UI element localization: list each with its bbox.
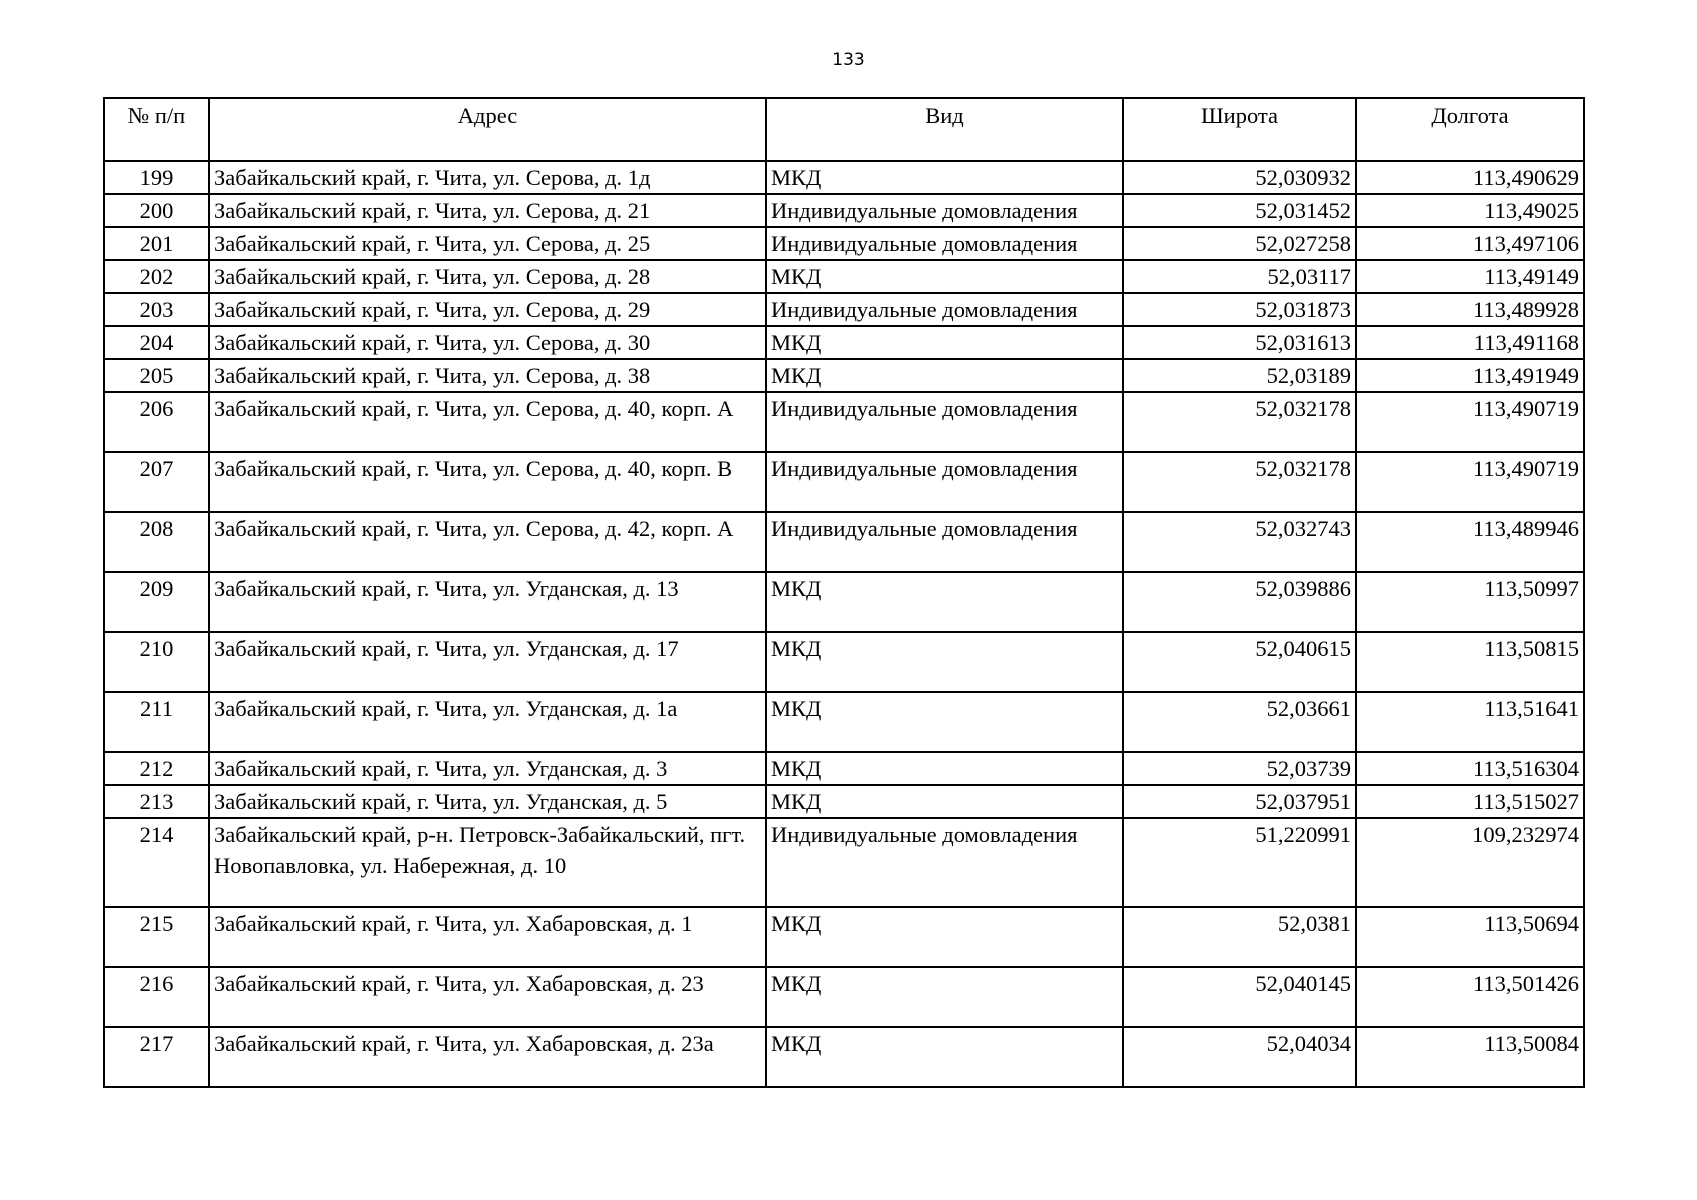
- row-number: 206: [104, 392, 209, 452]
- row-number: 215: [104, 907, 209, 967]
- row-longitude: 113,515027: [1356, 785, 1584, 818]
- row-number: 213: [104, 785, 209, 818]
- row-number: 201: [104, 227, 209, 260]
- row-type: Индивидуальные домовладения: [766, 194, 1123, 227]
- row-number: 214: [104, 818, 209, 907]
- row-number: 205: [104, 359, 209, 392]
- row-address: Забайкальский край, г. Чита, ул. Серова, д. 40, корп. А: [209, 392, 766, 452]
- row-number: 212: [104, 752, 209, 785]
- row-number: 209: [104, 572, 209, 632]
- row-address: Забайкальский край, г. Чита, ул. Хабаровская, д. 1: [209, 907, 766, 967]
- row-type: Индивидуальные домовладения: [766, 392, 1123, 452]
- row-address: Забайкальский край, г. Чита, ул. Угданская, д. 1а: [209, 692, 766, 752]
- row-longitude: 109,232974: [1356, 818, 1584, 907]
- table-row: [104, 293, 1584, 326]
- row-type: МКД: [766, 161, 1123, 194]
- header-address: Адрес: [209, 98, 766, 161]
- row-type: МКД: [766, 752, 1123, 785]
- row-latitude: 52,031613: [1123, 326, 1356, 359]
- row-type: Индивидуальные домовладения: [766, 452, 1123, 512]
- row-address: Забайкальский край, г. Чита, ул. Серова, д. 38: [209, 359, 766, 392]
- table-row: [104, 227, 1584, 260]
- row-latitude: 52,040615: [1123, 632, 1356, 692]
- row-type: МКД: [766, 359, 1123, 392]
- row-address: Забайкальский край, г. Чита, ул. Угданская, д. 3: [209, 752, 766, 785]
- table-row: [104, 572, 1584, 632]
- row-longitude: 113,489928: [1356, 293, 1584, 326]
- row-longitude: 113,50997: [1356, 572, 1584, 632]
- row-latitude: 52,03661: [1123, 692, 1356, 752]
- row-number: 204: [104, 326, 209, 359]
- row-longitude: 113,50084: [1356, 1027, 1584, 1087]
- row-address: Забайкальский край, р-н. Петровск-Забайкальский, пгт. Новопавловка, ул. Набережная, д. 10: [209, 818, 766, 907]
- row-address: Забайкальский край, г. Чита, ул. Угданская, д. 13: [209, 572, 766, 632]
- row-address: Забайкальский край, г. Чита, ул. Серова, д. 30: [209, 326, 766, 359]
- row-type: МКД: [766, 572, 1123, 632]
- table-row: [104, 326, 1584, 359]
- row-latitude: 52,032743: [1123, 512, 1356, 572]
- header-longitude: Долгота: [1356, 98, 1584, 161]
- table-row: [104, 161, 1584, 194]
- row-longitude: 113,51641: [1356, 692, 1584, 752]
- row-address: Забайкальский край, г. Чита, ул. Серова, д. 1д: [209, 161, 766, 194]
- row-latitude: 52,039886: [1123, 572, 1356, 632]
- row-longitude: 113,489946: [1356, 512, 1584, 572]
- row-address: Забайкальский край, г. Чита, ул. Угданская, д. 5: [209, 785, 766, 818]
- table-row: [104, 907, 1584, 967]
- row-type: МКД: [766, 260, 1123, 293]
- row-address: Забайкальский край, г. Чита, ул. Серова, д. 42, корп. А: [209, 512, 766, 572]
- row-number: 203: [104, 293, 209, 326]
- row-longitude: 113,490719: [1356, 452, 1584, 512]
- row-latitude: 52,040145: [1123, 967, 1356, 1027]
- row-longitude: 113,491168: [1356, 326, 1584, 359]
- row-number: 207: [104, 452, 209, 512]
- row-latitude: 52,0381: [1123, 907, 1356, 967]
- table-row: [104, 818, 1584, 907]
- row-latitude: 52,03189: [1123, 359, 1356, 392]
- row-type: МКД: [766, 692, 1123, 752]
- table-row: [104, 260, 1584, 293]
- row-latitude: 52,031873: [1123, 293, 1356, 326]
- row-type: МКД: [766, 1027, 1123, 1087]
- header-no: № п/п: [104, 98, 209, 161]
- table-row: [104, 1027, 1584, 1087]
- row-type: Индивидуальные домовладения: [766, 512, 1123, 572]
- table-row: [104, 692, 1584, 752]
- table-row: [104, 752, 1584, 785]
- row-type: МКД: [766, 785, 1123, 818]
- row-type: МКД: [766, 907, 1123, 967]
- row-latitude: 51,220991: [1123, 818, 1356, 907]
- row-number: 211: [104, 692, 209, 752]
- row-latitude: 52,030932: [1123, 161, 1356, 194]
- row-latitude: 52,031452: [1123, 194, 1356, 227]
- row-longitude: 113,490719: [1356, 392, 1584, 452]
- row-longitude: 113,501426: [1356, 967, 1584, 1027]
- table-row: [104, 512, 1584, 572]
- row-address: Забайкальский край, г. Чита, ул. Серова, д. 28: [209, 260, 766, 293]
- row-address: Забайкальский край, г. Чита, ул. Серова, д. 40, корп. В: [209, 452, 766, 512]
- table-header-row: [104, 98, 1584, 161]
- row-longitude: 113,50694: [1356, 907, 1584, 967]
- row-latitude: 52,04034: [1123, 1027, 1356, 1087]
- row-type: Индивидуальные домовладения: [766, 293, 1123, 326]
- row-latitude: 52,037951: [1123, 785, 1356, 818]
- table-row: [104, 967, 1584, 1027]
- row-address: Забайкальский край, г. Чита, ул. Серова, д. 29: [209, 293, 766, 326]
- row-number: 199: [104, 161, 209, 194]
- table-row: [104, 359, 1584, 392]
- row-latitude: 52,032178: [1123, 392, 1356, 452]
- coordinates-table: [103, 97, 1585, 1088]
- row-latitude: 52,03739: [1123, 752, 1356, 785]
- table-row: [104, 194, 1584, 227]
- row-type: МКД: [766, 326, 1123, 359]
- row-number: 202: [104, 260, 209, 293]
- header-type: Вид: [766, 98, 1123, 161]
- row-number: 208: [104, 512, 209, 572]
- row-address: Забайкальский край, г. Чита, ул. Серова, д. 21: [209, 194, 766, 227]
- row-longitude: 113,516304: [1356, 752, 1584, 785]
- row-longitude: 113,497106: [1356, 227, 1584, 260]
- row-latitude: 52,032178: [1123, 452, 1356, 512]
- row-longitude: 113,50815: [1356, 632, 1584, 692]
- row-number: 210: [104, 632, 209, 692]
- row-longitude: 113,49149: [1356, 260, 1584, 293]
- page-number: 133: [832, 50, 865, 70]
- row-type: МКД: [766, 632, 1123, 692]
- row-number: 200: [104, 194, 209, 227]
- row-type: Индивидуальные домовладения: [766, 227, 1123, 260]
- table-row: [104, 392, 1584, 452]
- table-row: [104, 785, 1584, 818]
- row-type: МКД: [766, 967, 1123, 1027]
- table-row: [104, 452, 1584, 512]
- row-longitude: 113,49025: [1356, 194, 1584, 227]
- row-address: Забайкальский край, г. Чита, ул. Угданская, д. 17: [209, 632, 766, 692]
- row-longitude: 113,490629: [1356, 161, 1584, 194]
- row-latitude: 52,03117: [1123, 260, 1356, 293]
- header-latitude: Широта: [1123, 98, 1356, 161]
- row-number: 216: [104, 967, 209, 1027]
- row-latitude: 52,027258: [1123, 227, 1356, 260]
- row-type: Индивидуальные домовладения: [766, 818, 1123, 907]
- row-number: 217: [104, 1027, 209, 1087]
- row-address: Забайкальский край, г. Чита, ул. Хабаровская, д. 23а: [209, 1027, 766, 1087]
- row-address: Забайкальский край, г. Чита, ул. Серова, д. 25: [209, 227, 766, 260]
- row-address: Забайкальский край, г. Чита, ул. Хабаровская, д. 23: [209, 967, 766, 1027]
- row-longitude: 113,491949: [1356, 359, 1584, 392]
- table-row: [104, 632, 1584, 692]
